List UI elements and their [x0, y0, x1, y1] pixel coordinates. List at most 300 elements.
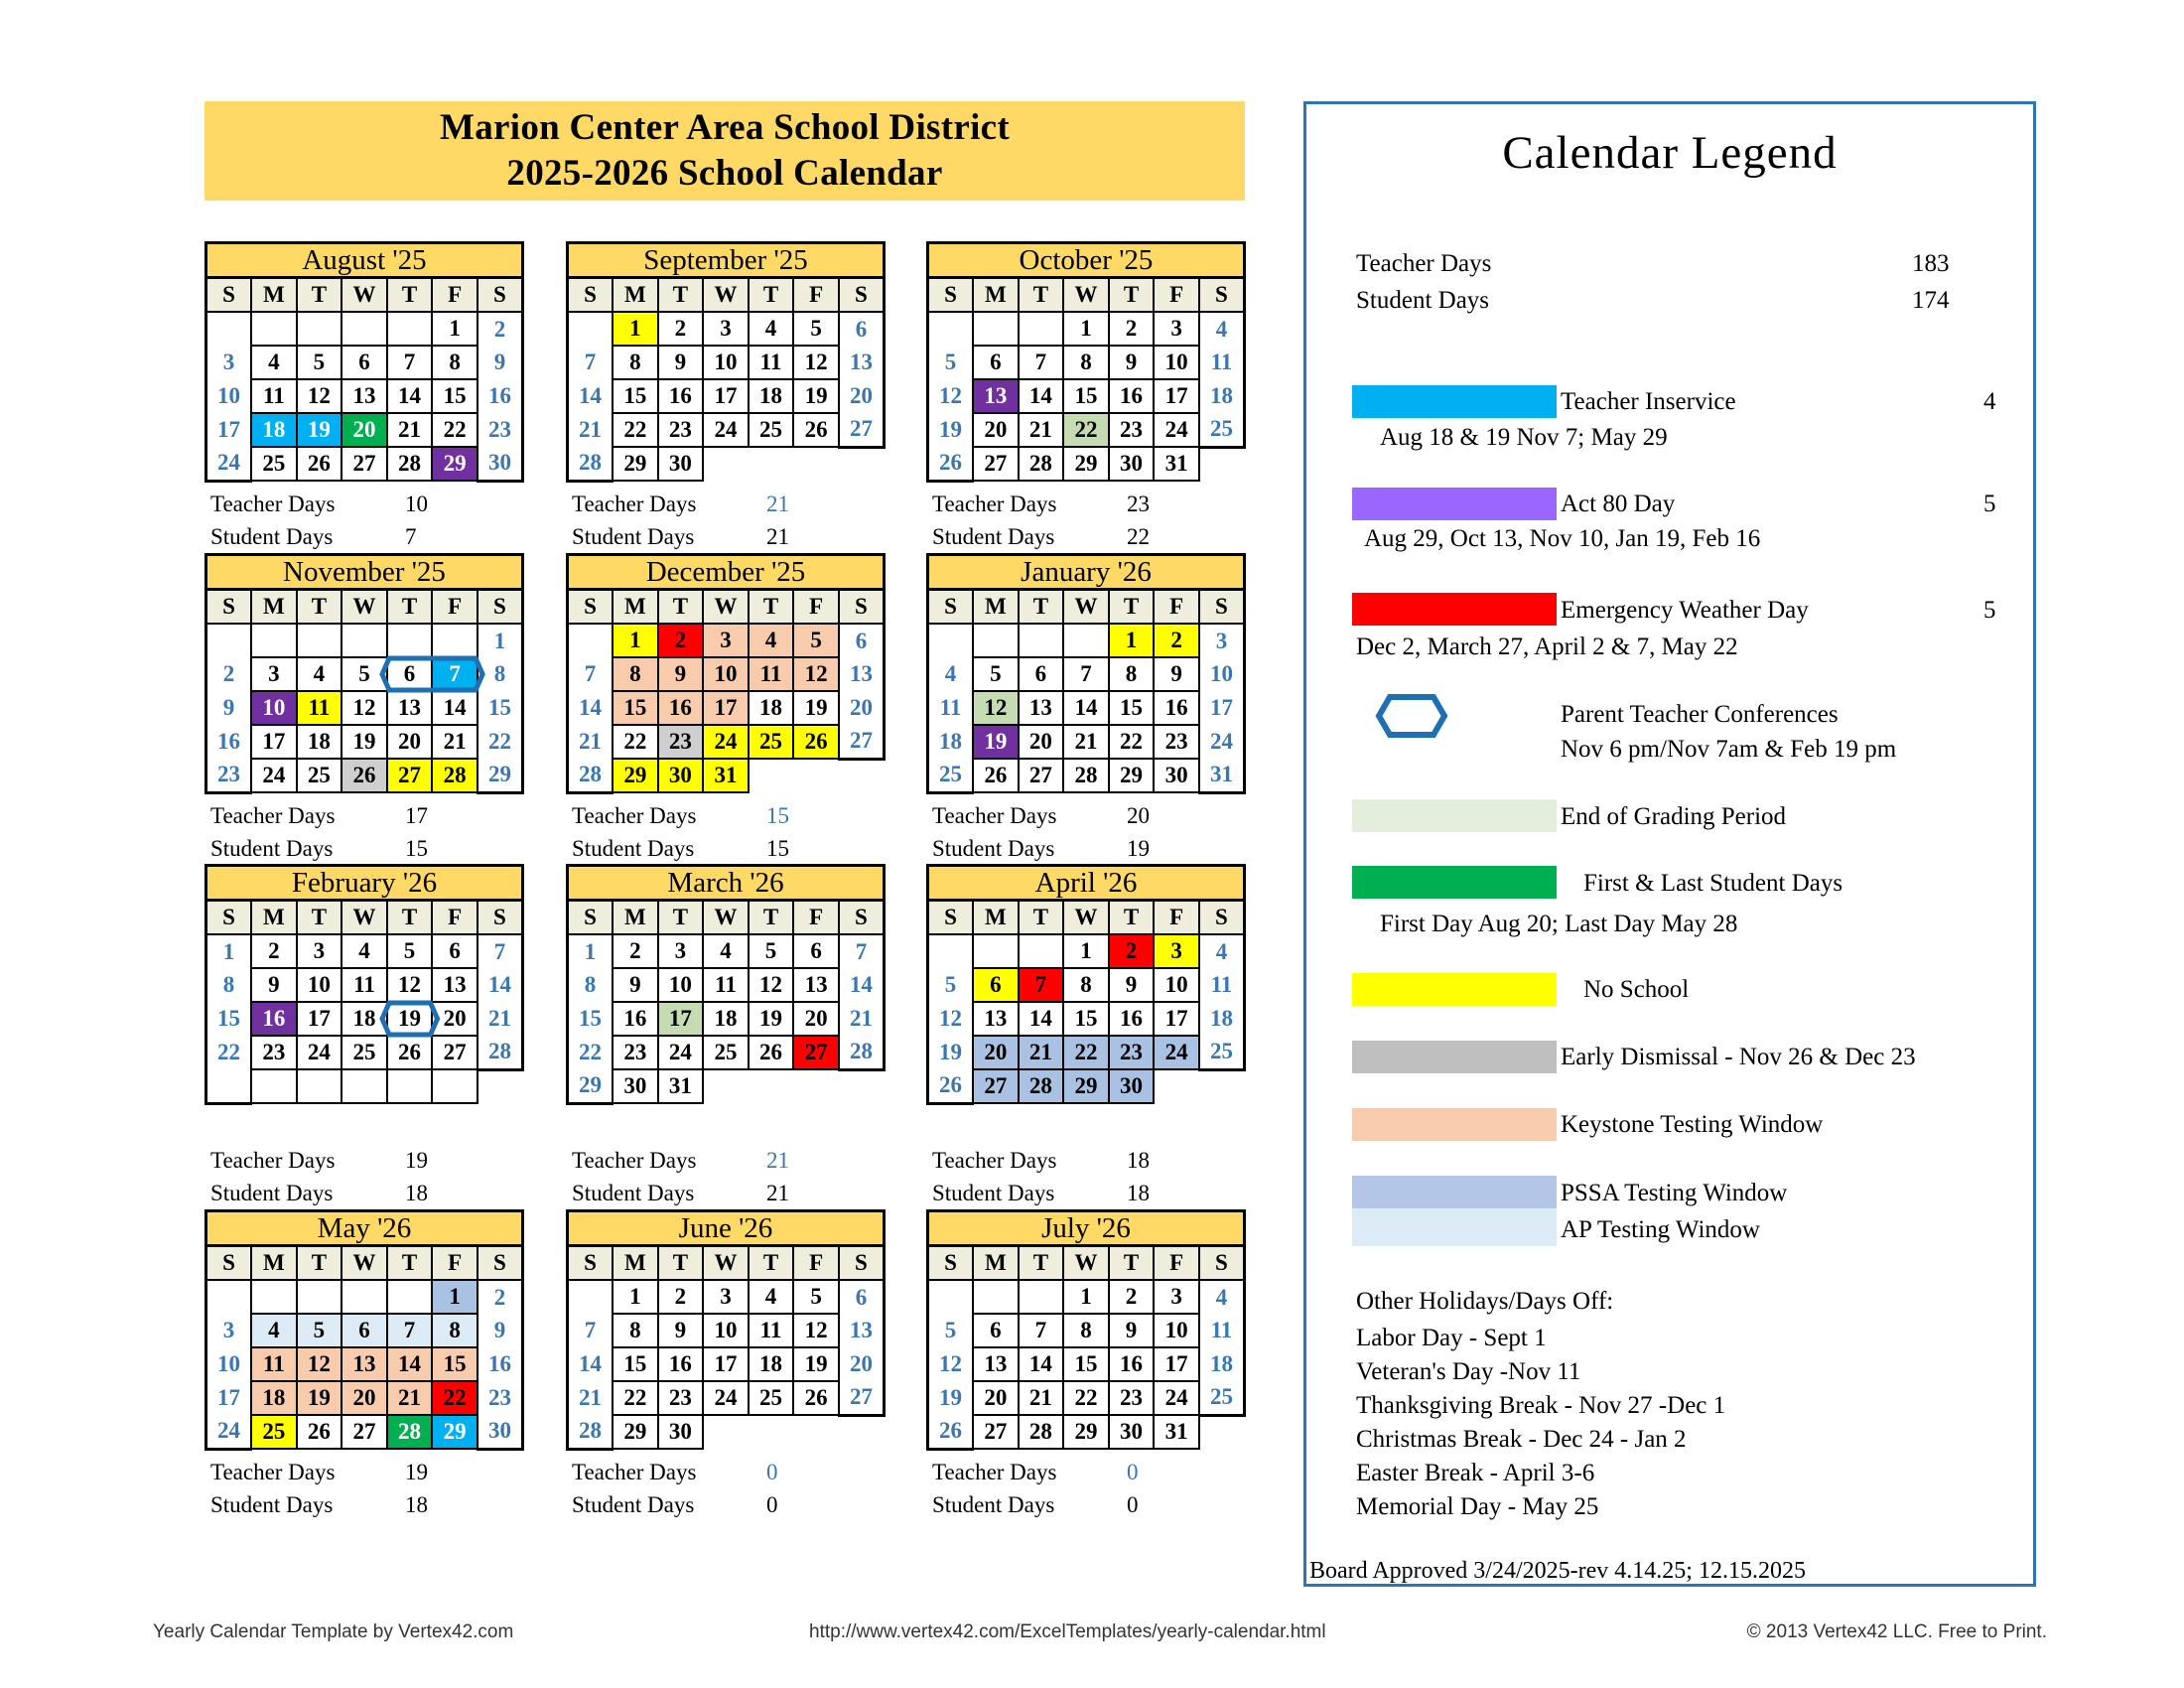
day-cell: 2 — [478, 312, 523, 346]
weekday-header: M — [973, 901, 1019, 935]
teacher-days-value: 19 — [405, 1148, 428, 1173]
day-cell-act80: 13 — [973, 379, 1019, 413]
holiday-item: Thanksgiving Break - Nov 27 -Dec 1 — [1356, 1392, 1726, 1419]
holiday-item: Christmas Break - Dec 24 - Jan 2 — [1356, 1426, 1687, 1453]
empty-cell — [297, 624, 342, 657]
month-grid — [566, 241, 886, 483]
day-cell: 11 — [1199, 968, 1245, 1002]
empty-cell — [251, 1069, 297, 1103]
day-cell: 10 — [703, 1314, 749, 1347]
empty-cell — [387, 312, 433, 346]
day-cell: 22 — [613, 725, 658, 759]
day-cell: 9 — [1109, 968, 1155, 1002]
day-cell: 7 — [568, 346, 614, 379]
day-cell: 1 — [206, 934, 252, 968]
weekday-header: M — [973, 590, 1019, 625]
board-approved-note: Board Approved 3/24/2025-rev 4.14.25; 12.15.2025 — [1309, 1558, 1806, 1584]
student-days-label: Student Days — [572, 1492, 695, 1517]
day-cell-noschool: 1 — [1109, 624, 1155, 657]
month-stats — [572, 490, 870, 555]
day-cell: 12 — [928, 1347, 974, 1381]
day-cell: 20 — [793, 1002, 839, 1036]
holidays-title: Other Holidays/Days Off: — [1356, 1288, 1614, 1315]
weekday-header: S — [1199, 590, 1245, 625]
empty-cell — [973, 934, 1019, 968]
empty-cell — [341, 624, 387, 657]
day-cell: 9 — [206, 691, 252, 725]
day-cell: 9 — [478, 1314, 523, 1347]
month-calendar — [566, 241, 886, 549]
empty-cell — [387, 1069, 433, 1103]
teacher-days-label: Teacher Days — [210, 492, 336, 516]
month-stats — [210, 801, 508, 867]
act80-count: 5 — [1983, 491, 1996, 517]
day-cell: 20 — [839, 691, 885, 725]
day-cell: 3 — [297, 934, 342, 968]
day-cell: 1 — [478, 624, 523, 657]
month-stats — [210, 1146, 508, 1211]
weekday-header: W — [341, 278, 387, 313]
day-cell: 9 — [613, 968, 658, 1002]
day-cell: 5 — [387, 934, 433, 968]
ap-swatch — [1352, 1208, 1557, 1246]
weekday-header: F — [793, 278, 839, 313]
weekday-header: S — [928, 901, 974, 935]
student-days-label: Student Days — [210, 524, 334, 549]
day-cell: 19 — [793, 379, 839, 413]
day-cell: 27 — [341, 447, 387, 481]
day-cell: 30 — [1109, 1415, 1155, 1449]
day-cell: 5 — [341, 657, 387, 691]
teacher-days-value: 19 — [405, 1460, 428, 1484]
day-cell: 21 — [568, 725, 614, 759]
day-cell: 21 — [478, 1002, 523, 1036]
day-cell: 13 — [839, 657, 885, 691]
day-cell: 11 — [1199, 346, 1245, 379]
weekday-header: T — [1019, 278, 1064, 313]
empty-cell — [568, 1280, 614, 1314]
day-cell: 8 — [613, 1314, 658, 1347]
district-name: Marion Center Area School District — [440, 107, 1010, 148]
day-cell: 24 — [251, 759, 297, 792]
day-cell: 1 — [1063, 1280, 1109, 1314]
month-stats — [932, 801, 1230, 867]
day-cell: 13 — [341, 379, 387, 413]
day-cell: 13 — [973, 1002, 1019, 1036]
day-cell-ap: 6 — [341, 1314, 387, 1347]
day-cell: 20 — [973, 1381, 1019, 1415]
empty-cell — [297, 312, 342, 346]
month-stats — [572, 801, 870, 867]
day-cell: 9 — [1154, 657, 1199, 691]
day-cell: 4 — [1199, 1280, 1245, 1314]
day-cell: 28 — [568, 447, 614, 481]
weekday-header: W — [1063, 1246, 1109, 1281]
day-cell: 23 — [1154, 725, 1199, 759]
act80-label: Act 80 Day — [1561, 491, 1676, 517]
inservice-count: 4 — [1983, 388, 1996, 415]
day-cell: 17 — [1154, 379, 1199, 413]
footer-template-credit: Yearly Calendar Template by Vertex42.com — [153, 1621, 514, 1642]
inservice-dates: Aug 18 & 19 Nov 7; May 29 — [1380, 424, 1668, 451]
teacher-days-value: 0 — [1127, 1460, 1139, 1484]
blank-cell — [749, 447, 794, 481]
day-cell: 20 — [839, 379, 885, 413]
weekday-header: M — [613, 901, 658, 935]
day-cell-noschool: 1 — [613, 624, 658, 657]
weekday-header: T — [297, 278, 342, 313]
day-cell: 7 — [568, 1314, 614, 1347]
month-calendar — [205, 553, 524, 861]
day-cell: 14 — [568, 379, 614, 413]
day-cell: 11 — [251, 379, 297, 413]
day-cell: 21 — [1063, 725, 1109, 759]
day-cell: 6 — [839, 1280, 885, 1314]
day-cell: 30 — [658, 447, 704, 481]
day-cell: 24 — [703, 413, 749, 447]
weekday-header: T — [1109, 1246, 1155, 1281]
day-cell: 27 — [973, 1415, 1019, 1449]
day-cell: 21 — [1019, 413, 1064, 447]
blank-cell — [1154, 1069, 1199, 1103]
day-cell: 8 — [568, 968, 614, 1002]
weekday-header: M — [973, 1246, 1019, 1281]
day-cell-noschool: 25 — [251, 1415, 297, 1449]
student-days-label: Student Days — [572, 836, 695, 861]
day-cell-noschool: 28 — [432, 759, 478, 792]
day-cell: 16 — [658, 379, 704, 413]
day-cell-inservice: 18 — [251, 413, 297, 447]
day-cell: 18 — [1199, 1347, 1245, 1381]
day-cell: 2 — [1109, 1280, 1155, 1314]
day-cell: 3 — [1199, 624, 1245, 657]
day-cell: 14 — [1019, 1002, 1064, 1036]
weekday-header: W — [1063, 901, 1109, 935]
student-days-value: 7 — [405, 524, 417, 549]
month-stats — [932, 490, 1230, 555]
day-cell: 6 — [973, 346, 1019, 379]
month-calendar — [205, 864, 524, 1205]
month-calendar — [926, 1209, 1246, 1517]
weekday-header: S — [568, 1246, 614, 1281]
day-cell: 30 — [478, 447, 523, 481]
day-cell: 9 — [1109, 346, 1155, 379]
day-cell: 20 — [973, 413, 1019, 447]
weekday-header: M — [251, 901, 297, 935]
day-cell: 7 — [1063, 657, 1109, 691]
day-cell: 16 — [1109, 379, 1155, 413]
day-cell: 3 — [206, 1314, 252, 1347]
empty-cell — [251, 1280, 297, 1314]
day-cell: 22 — [1063, 1381, 1109, 1415]
weekday-header: M — [613, 278, 658, 313]
weekday-header: T — [1109, 278, 1155, 313]
day-cell: 15 — [613, 379, 658, 413]
day-cell: 24 — [206, 447, 252, 481]
month-grid — [566, 553, 886, 794]
weekday-header: T — [297, 1246, 342, 1281]
day-cell: 25 — [928, 759, 974, 792]
day-cell: 20 — [432, 1002, 478, 1036]
day-cell: 13 — [793, 968, 839, 1002]
blank-cell — [793, 1069, 839, 1103]
day-cell: 15 — [206, 1002, 252, 1036]
empty-cell — [251, 312, 297, 346]
day-cell: 26 — [928, 1415, 974, 1449]
day-cell: 23 — [658, 1381, 704, 1415]
month-name: June '26 — [568, 1211, 885, 1246]
day-cell: 11 — [703, 968, 749, 1002]
day-cell: 17 — [297, 1002, 342, 1036]
day-cell-keystone: 15 — [613, 691, 658, 725]
weekday-header: F — [793, 590, 839, 625]
day-cell: 17 — [703, 1347, 749, 1381]
day-cell: 18 — [749, 379, 794, 413]
weekday-header: T — [749, 901, 794, 935]
blank-cell — [839, 759, 885, 792]
day-cell: 19 — [793, 1347, 839, 1381]
month-grid — [205, 1209, 524, 1451]
calendar-year-title: 2025-2026 School Calendar — [506, 153, 943, 194]
student-days-label: Student Days — [932, 524, 1055, 549]
keystone-swatch — [1352, 1108, 1557, 1141]
day-cell: 24 — [658, 1036, 704, 1069]
day-cell: 8 — [1063, 346, 1109, 379]
day-cell: 7 — [1019, 1314, 1064, 1347]
day-cell: 14 — [1019, 379, 1064, 413]
weekday-header: F — [1154, 1246, 1199, 1281]
legend-title: Calendar Legend — [1502, 127, 1838, 179]
day-cell: 3 — [703, 312, 749, 346]
emergency-dates: Dec 2, March 27, April 2 & 7, May 22 — [1356, 633, 1738, 660]
blank-cell — [839, 447, 885, 481]
weekday-header: T — [297, 901, 342, 935]
empty-cell — [973, 1280, 1019, 1314]
day-cell: 27 — [839, 725, 885, 759]
day-cell: 20 — [839, 1347, 885, 1381]
day-cell: 4 — [1199, 312, 1245, 346]
day-cell: 30 — [613, 1069, 658, 1103]
day-cell-act80: 29 — [432, 447, 478, 481]
day-cell-emergency: 2 — [1109, 934, 1155, 968]
student-days-label: Student Days — [210, 1181, 334, 1205]
day-cell: 25 — [297, 759, 342, 792]
day-cell: 18 — [703, 1002, 749, 1036]
day-cell: 25 — [1199, 413, 1245, 447]
day-cell: 27 — [839, 1381, 885, 1415]
day-cell: 29 — [568, 1069, 614, 1103]
day-cell-inservice: 29 — [432, 1415, 478, 1449]
day-cell: 22 — [613, 413, 658, 447]
weekday-header: M — [613, 1246, 658, 1281]
day-cell: 16 — [1154, 691, 1199, 725]
teacher-days-label: Teacher Days — [932, 803, 1057, 828]
day-cell: 18 — [928, 725, 974, 759]
weekday-header: T — [1019, 1246, 1064, 1281]
day-cell: 17 — [1154, 1002, 1199, 1036]
blank-cell — [1199, 1069, 1245, 1103]
day-cell-keystone: 14 — [387, 1347, 433, 1381]
day-cell-pssa: 22 — [1063, 1036, 1109, 1069]
month-stats — [932, 1146, 1230, 1211]
day-cell: 19 — [387, 1002, 433, 1036]
day-cell-keystone: 10 — [703, 657, 749, 691]
weekday-header: W — [703, 590, 749, 625]
month-grid — [566, 864, 886, 1105]
day-cell-grading: 22 — [1063, 413, 1109, 447]
day-cell: 9 — [478, 346, 523, 379]
day-cell: 10 — [297, 968, 342, 1002]
emergency-count: 5 — [1983, 597, 1996, 624]
footer-url-link[interactable]: http://www.vertex42.com/ExcelTemplates/yearly-calendar.html — [809, 1621, 1326, 1642]
day-cell: 24 — [1199, 725, 1245, 759]
day-cell: 6 — [793, 934, 839, 968]
empty-cell — [341, 1069, 387, 1103]
day-cell-emergency: 22 — [432, 1381, 478, 1415]
day-cell: 3 — [1154, 1280, 1199, 1314]
emergency-label: Emergency Weather Day — [1561, 597, 1809, 624]
day-cell: 22 — [432, 413, 478, 447]
day-cell: 27 — [1019, 759, 1064, 792]
day-cell-ap: 5 — [297, 1314, 342, 1347]
blank-cell — [749, 1069, 794, 1103]
weekday-header: S — [928, 590, 974, 625]
legend-teacher-days-total: 183 — [1912, 250, 1950, 277]
day-cell: 10 — [1154, 346, 1199, 379]
day-cell: 10 — [703, 346, 749, 379]
day-cell: 5 — [928, 968, 974, 1002]
day-cell: 28 — [568, 1415, 614, 1449]
day-cell: 20 — [387, 725, 433, 759]
day-cell: 13 — [839, 1314, 885, 1347]
firstlast-dates: First Day Aug 20; Last Day May 28 — [1380, 911, 1738, 937]
day-cell-ap: 7 — [387, 1314, 433, 1347]
day-cell: 5 — [973, 657, 1019, 691]
day-cell: 4 — [749, 1280, 794, 1314]
blank-cell — [1199, 1415, 1245, 1449]
firstlast-swatch — [1352, 866, 1557, 899]
day-cell: 7 — [387, 346, 433, 379]
day-cell: 14 — [1019, 1347, 1064, 1381]
day-cell: 14 — [478, 968, 523, 1002]
student-days-value: 18 — [1127, 1181, 1150, 1205]
calendar-title-banner — [205, 101, 1245, 201]
day-cell-inservice: 19 — [297, 413, 342, 447]
weekday-header: S — [839, 901, 885, 935]
weekday-header: S — [568, 590, 614, 625]
day-cell: 8 — [1063, 968, 1109, 1002]
blank-cell — [1199, 447, 1245, 481]
month-grid — [926, 241, 1246, 483]
empty-cell — [1063, 624, 1109, 657]
day-cell: 12 — [297, 379, 342, 413]
day-cell: 22 — [613, 1381, 658, 1415]
day-cell: 10 — [206, 379, 252, 413]
day-cell-keystone: 12 — [793, 657, 839, 691]
weekday-header: S — [1199, 1246, 1245, 1281]
legend-student-days-total: 174 — [1912, 287, 1950, 314]
teacher-days-value: 21 — [766, 1148, 789, 1173]
day-cell: 25 — [341, 1036, 387, 1069]
day-cell: 1 — [432, 312, 478, 346]
calendar-legend — [1303, 101, 2036, 1587]
teacher-days-label: Teacher Days — [210, 1460, 336, 1484]
weekday-header: S — [206, 590, 252, 625]
day-cell: 7 — [839, 934, 885, 968]
day-cell: 23 — [478, 413, 523, 447]
weekday-header: T — [658, 590, 704, 625]
day-cell: 17 — [206, 413, 252, 447]
day-cell: 31 — [658, 1069, 704, 1103]
weekday-header: F — [1154, 901, 1199, 935]
student-days-label: Student Days — [932, 836, 1055, 861]
month-grid — [926, 553, 1246, 794]
weekday-header: W — [1063, 278, 1109, 313]
day-cell: 15 — [568, 1002, 614, 1036]
student-days-label: Student Days — [572, 524, 695, 549]
day-cell: 6 — [387, 657, 433, 691]
day-cell: 29 — [613, 1415, 658, 1449]
month-name: October '25 — [928, 243, 1245, 278]
month-grid — [205, 241, 524, 483]
day-cell: 10 — [1154, 1314, 1199, 1347]
day-cell: 11 — [1199, 1314, 1245, 1347]
weekday-header: T — [1109, 590, 1155, 625]
day-cell: 27 — [973, 447, 1019, 481]
day-cell: 26 — [297, 1415, 342, 1449]
day-cell: 27 — [341, 1415, 387, 1449]
day-cell: 15 — [1063, 379, 1109, 413]
day-cell: 16 — [1109, 1002, 1155, 1036]
empty-cell — [432, 624, 478, 657]
day-cell-keystone: 4 — [749, 624, 794, 657]
day-cell-noschool: 1 — [613, 312, 658, 346]
day-cell: 4 — [749, 312, 794, 346]
student-days-label: Student Days — [210, 836, 334, 861]
teacher-days-value: 15 — [766, 803, 789, 828]
student-days-label: Student Days — [210, 1492, 334, 1517]
day-cell-emergency: 2 — [658, 624, 704, 657]
day-cell: 14 — [1063, 691, 1109, 725]
day-cell: 6 — [973, 1314, 1019, 1347]
conference-dates: Nov 6 pm/Nov 7am & Feb 19 pm — [1561, 736, 1897, 763]
weekday-header: T — [658, 278, 704, 313]
weekday-header: F — [432, 1246, 478, 1281]
weekday-header: W — [1063, 590, 1109, 625]
weekday-header: S — [839, 278, 885, 313]
day-cell-inservice: 7 — [432, 657, 478, 691]
day-cell: 8 — [206, 968, 252, 1002]
day-cell: 9 — [658, 1314, 704, 1347]
day-cell: 8 — [432, 346, 478, 379]
student-days-label: Student Days — [932, 1181, 1055, 1205]
day-cell: 24 — [1154, 413, 1199, 447]
day-cell: 16 — [613, 1002, 658, 1036]
day-cell: 26 — [928, 1069, 974, 1103]
day-cell: 24 — [297, 1036, 342, 1069]
weekday-header: T — [658, 1246, 704, 1281]
day-cell: 6 — [839, 312, 885, 346]
conference-label: Parent Teacher Conferences — [1561, 701, 1839, 728]
weekday-header: F — [432, 590, 478, 625]
day-cell: 12 — [928, 1002, 974, 1036]
day-cell: 22 — [1109, 725, 1155, 759]
empty-cell — [928, 1280, 974, 1314]
day-cell: 24 — [703, 1381, 749, 1415]
teacher-days-value: 0 — [766, 1460, 778, 1484]
day-cell: 12 — [793, 1314, 839, 1347]
day-cell: 19 — [793, 691, 839, 725]
